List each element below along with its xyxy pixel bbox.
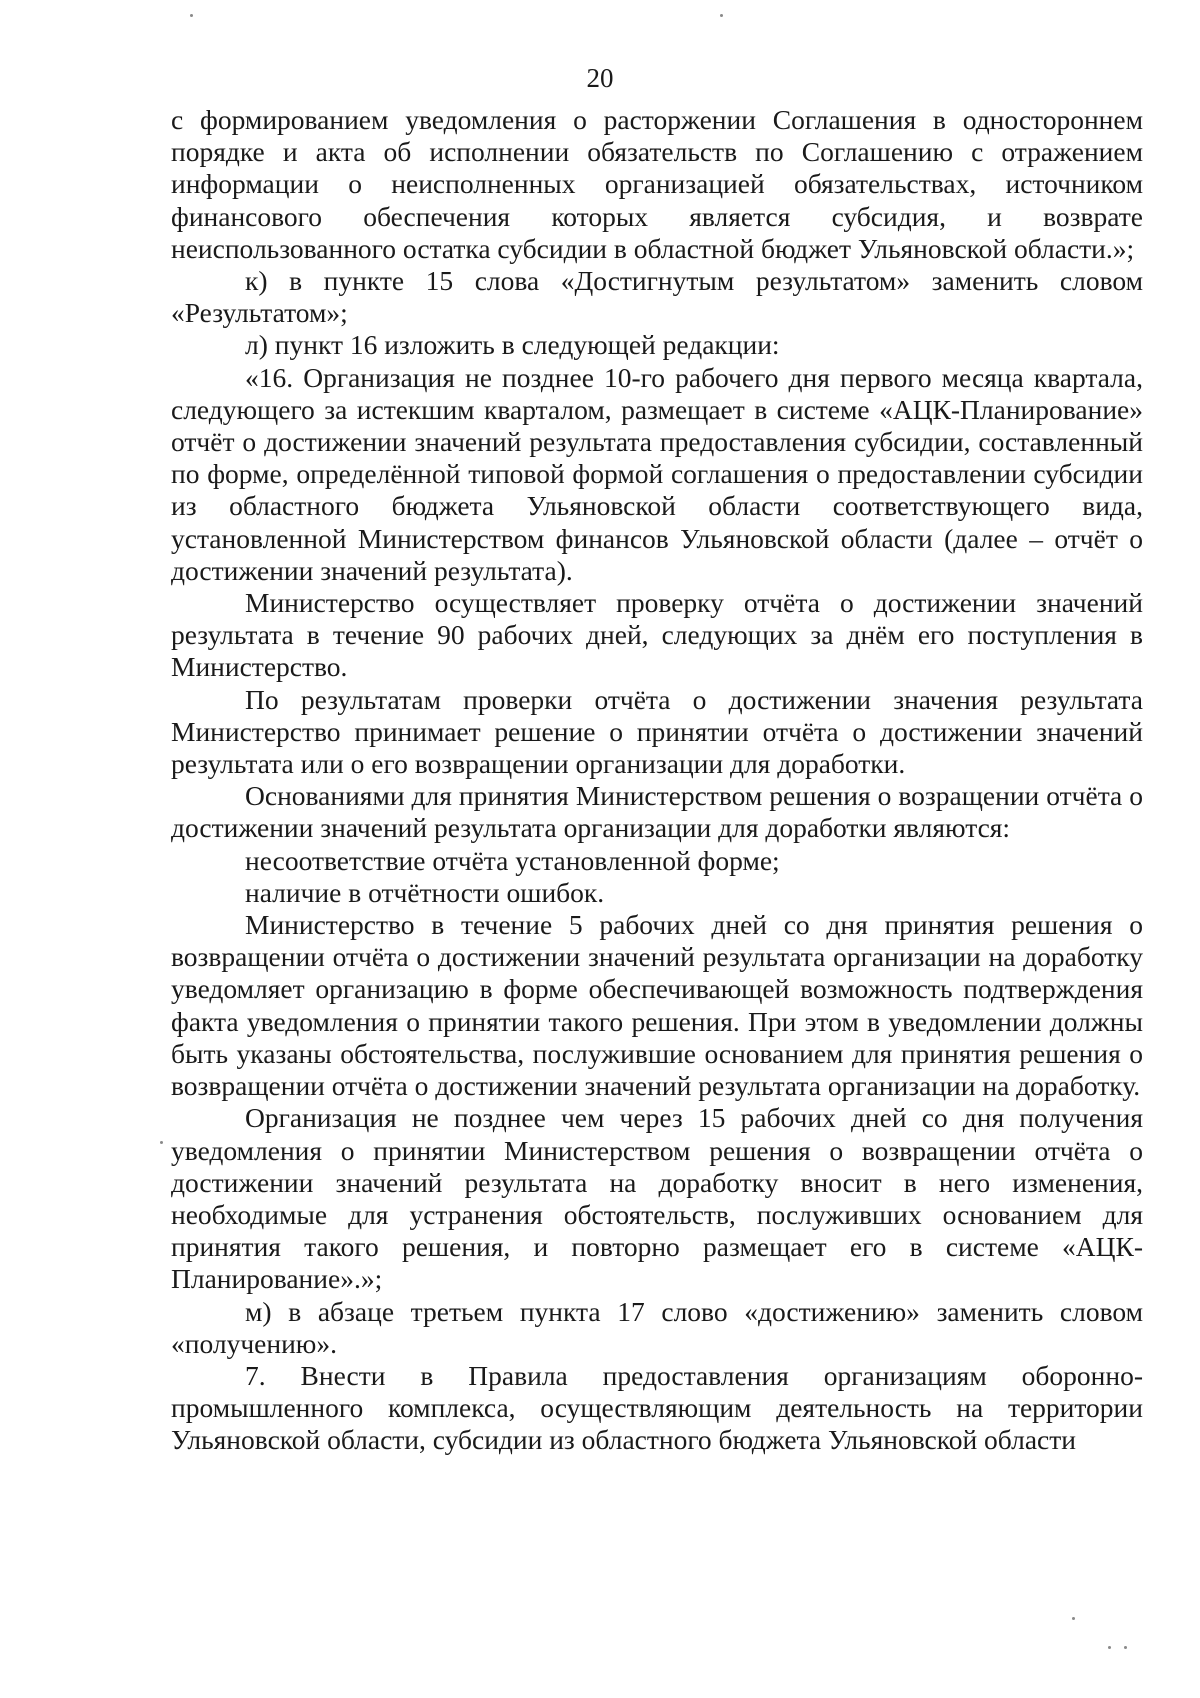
paragraph: «16. Организация не позднее 10-го рабочего дня первого месяца квартала, следующего за истекшим кварталом, размещает в системе «АЦК-Планирование» отчёт о достижении значений результата предоставления субсидии, составленный по форме, определённой типовой формой соглашения о предоставлении субсидии из областного бюджета Ульяновской области соответствующего вида, установленной Министерством финансов Ульяновской области (далее – отчёт о достижении значений результата). xyxy=(171,361,1143,586)
paragraph: несоответствие отчёта установленной форме; xyxy=(245,844,780,876)
paragraph: м) в абзаце третьем пункта 17 слово «достижению» заменить словом «получению». xyxy=(171,1295,1143,1359)
page-number: 20 xyxy=(586,63,614,93)
scan-speck xyxy=(720,14,723,17)
paragraph: 7. Внести в Правила предоставления организациям оборонно-промышленного комплекса, осуществляющим деятельность на территории Ульяновской области, субсидии из областного бюджета Ульяновской области xyxy=(171,1359,1143,1456)
scan-speck xyxy=(1124,1646,1127,1649)
scan-speck xyxy=(160,1141,163,1144)
scan-speck xyxy=(1072,1617,1075,1620)
scan-speck xyxy=(1108,1646,1111,1649)
paragraph: к) в пункте 15 слова «Достигнутым результатом» заменить словом «Результатом»; xyxy=(171,265,1143,329)
paragraph: Министерство в течение 5 рабочих дней со дня принятия решения о возвращении отчёта о достижении значений результата организации на доработку уведомляет организацию в форме обеспечивающей возможность подтверждения факта уведомления о принятии такого решения. При этом в уведомлении должны быть указаны обстоятельства, послужившие основанием для принятия решения о возвращении отчёта о достижении значений результата организации на доработку. xyxy=(171,909,1143,1102)
paragraph: По результатам проверки отчёта о достижении значения результата Министерство принимает решение о принятии отчёта о достижении значений результата или о его возвращении организации для доработки. xyxy=(171,683,1143,780)
paragraph: л) пункт 16 изложить в следующей редакции: xyxy=(245,329,780,361)
scan-speck xyxy=(190,14,193,17)
paragraph: Основаниями для принятия Министерством решения о возращении отчёта о достижении значений результата организации для доработки являются: xyxy=(171,780,1143,844)
paragraph: наличие в отчётности ошибок. xyxy=(245,876,605,908)
paragraph: Министерство осуществляет проверку отчёта о достижении значений результата в течение 90 рабочих дней, следующих за днём его поступления в Министерство. xyxy=(171,587,1143,683)
paragraph: с формированием уведомления о расторжении Соглашения в одностороннем порядке и акта об исполнении обязательств по Соглашению с отражением информации о неисполненных организацией обязательствах, источником финансового обеспечения которых является субсидия, и возврате неиспользованного остатка субсидии в областной бюджет Ульяновской области.»; xyxy=(171,104,1143,264)
document-body xyxy=(171,104,1143,1457)
paragraph: Организация не позднее чем через 15 рабочих дней со дня получения уведомления о принятии Министерством решения о возвращении отчёта о достижении значений результата на доработку вносит в него изменения, необходимые для устранения обстоятельств, послуживших основанием для принятия такого решения, и повторно размещает его в системе «АЦК-Планирование».»; xyxy=(171,1102,1143,1295)
